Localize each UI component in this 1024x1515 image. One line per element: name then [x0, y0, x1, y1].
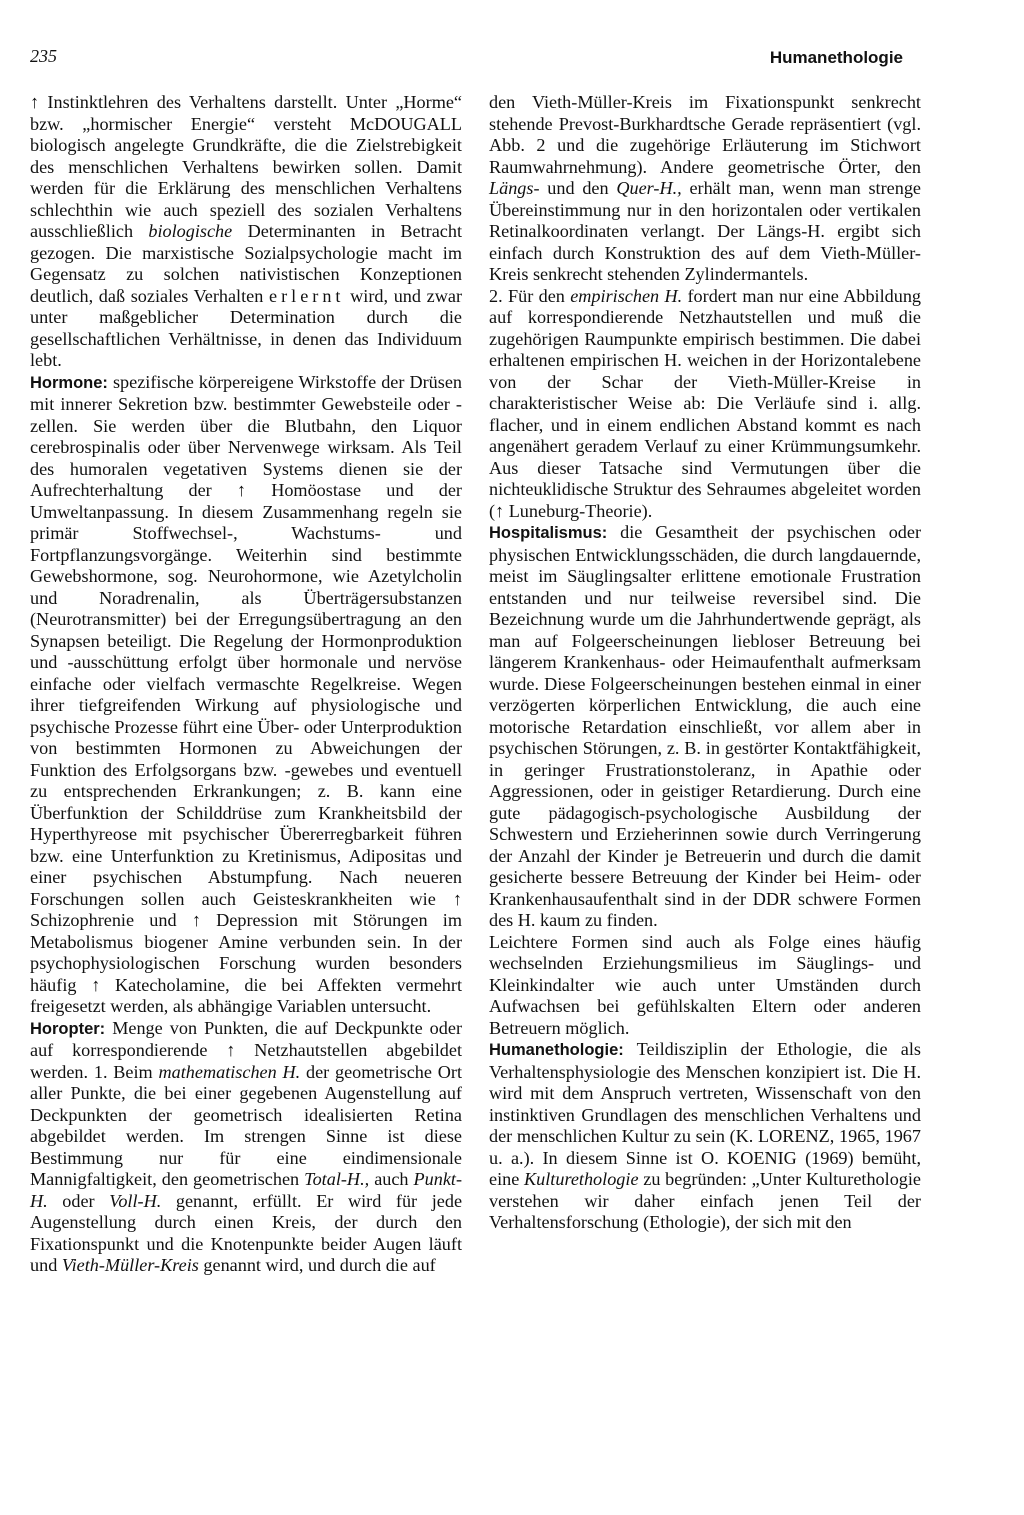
paragraph-empirical-horopter: 2. Für den empirischen H. fordert man nur eine Abbildung auf korrespondierende Netzhautstellen und muß die zugehörigen Raumpunkte empirisch bestimmen. Die dabei erhaltenen empirischen H. weichen in der Horizontalebene von der Schar der Vieth-Müller-Kreise in charakteristischer Weise ab: Die Verläufe sind i. allg. flacher, und in einem endlichen Abstand kommt es nach angenähert geradem Verlauf zu einer Krümmungsumkehr. Aus dieser Tatsache sind Vermutungen über die nichteuklidische Struktur des Sehraumes abgeleitet worden (↑ Luneburg-Theorie). [489, 285, 922, 521]
entry-term: Hospitalismus: [489, 524, 608, 542]
entry-term: Hormone: [30, 373, 108, 392]
page-number: 235 [30, 46, 57, 66]
entry-humanethologie: Humanethologie: Teildisziplin der Ethologie, die als Verhaltensphysiologie des Menschen konzipiert ist. Die H. wird mit dem Anspruch vertreten, Wissenschaft von den instinktiven Grundlagen des menschlichen Verhaltens und der menschlichen Kultur zu sein (K. LORENZ, 1965, 1967 u. a.). In diesem Sinne ist O. KOENIG (1969) bemüht, eine Kulturethologie zu begründen: „Unter Kulturethologie verstehen wir daher einfach jenen Teil der Verhaltensforschung (Ethologie), der sich mit den [489, 1039, 922, 1232]
entry-term: Humanethologie: [489, 1041, 624, 1059]
running-head: Humanethologie [769, 48, 903, 67]
entry-term: Horopter: [30, 1019, 106, 1038]
entry-hormone: Hormone: spezifische körpereigene Wirkstoffe der Drüsen mit innerer Sekretion bzw. bestimmter Gewebsteile oder -zellen. Sie werden über die Blutbahn, den Liquor cerebrospinalis oder über Nervenwege wirksam. Als Teil des humoralen vegetativen Systems dienen sie der Aufrechterhaltung der ↑ Homöostase und der Umweltanpassung. In diesem Zusammenhang regeln sie primär Stoffwechsel-, Wachstums- und Fortpflanzungsvorgänge. Weiterhin sind bestimmte Gewebshormone, sog. Neurohormone, wie Azetylcholin und Noradrenalin, als Überträgersubstanzen (Neurotransmitter) bei der Erregungsübertragung an den Synapsen beteiligt. Die Regelung der Hormonproduktion und -ausschüttung erfolgt über hormonale und nervöse einfache oder vielfach vermaschte Regelkreise. Wegen ihrer tiefgreifenden Wirkung auf physiologische und psychische Prozesse führt eine Über- oder Unterproduktion von bestimmten Hormonen zu Abweichungen der Funktion des Erfolgsorgans bzw. -gewebes und eventuell zu entsprechenden Erkrankungen; z. B. kann eine Überfunktion der Schilddrüse zum Krankheitsbild der Hyperthyreose mit psychischer Übererregbarkeit führen bzw. eine Unterfunktion zu Kretinismus, Adipositas und einer psychischen Abstumpfung. Nach neueren Forschungen sollen auch Geisteskrankheiten wie ↑ Schizophrenie und ↑ Depression mit Störungen im Metabolismus biogener Amine verbunden sein. In der psychophysiologischen Forschung wurden besonders häufig ↑ Katecholamine, die bei Affekten vermehrt freigesetzt werden, als abhängige Variablen untersucht. [30, 371, 462, 1016]
entry-horopter: Horopter: Menge von Punkten, die auf Deckpunkte oder auf korrespondierende ↑ Netzhautstellen abgebildet werden. 1. Beim mathematischen H. der geometrische Ort aller Punkte, die bei einer gegebenen Augenstellung auf Deckpunkten der geometrisch idealisierten Retina abgebildet werden. Im strengen Sinne ist diese Bestimmung nur für eine eindimensionale Mannigfaltigkeit, den geometrischen Total-H., auch Punkt-H. oder Voll-H. genannt, erfüllt. Er wird für jede Augenstellung durch einen Kreis, der durch den Fixationspunkt und die Knotenpunkte beider Augen läuft und Vieth-Müller-Kreis genannt wird, und durch die auf [30, 1017, 463, 1275]
paragraph-hospitalismus-continued: Leichtere Formen sind auch als Folge eines häufig wechselnden Erziehungsmilieus im Säuglings- und Kleinkindalter wie auch unter Umständen durch Aufwachsen bei gefühlskalten Eltern oder anderen Betreuern möglich. [489, 931, 921, 1038]
paragraph-horme-continued: ↑ Instinktlehren des Verhaltens darstellt. Unter „Horme“ bzw. „hormischer Energie“ versteht McDOUGALL biologisch angelegte Grundkräfte, die die Zielstrebigkeit des menschlichen Verhaltens bewirken sollen. Damit werden für die Erklärung des menschlichen Verhaltens schlechthin wie auch speziell des sozialen Verhaltens ausschließlich biologische Determinanten in Betracht gezogen. Die marxistische Sozialpsychologie macht im Gegensatz zu solchen nativistischen Konzeptionen deutlich, daß soziales Verhalten erlernt wird, und zwar unter maßgeblicher Determination durch die gesellschaftlichen Verhältnisse, in denen das Individuum lebt. [30, 92, 463, 370]
left-column [30, 92, 462, 1277]
right-column [489, 92, 921, 1234]
paragraph-horopter-continued: den Vieth-Müller-Kreis im Fixationspunkt senkrecht stehende Prevost-Burkhardtsche Gerade repräsentiert (vgl. Abb. 2 und die zugehörige Erläuterung im Stichwort Raumwahrnehmung). Andere geometrische Örter, den Längs- und den Quer-H., erhält man, wenn man strenge Übereinstimmung nur in den horizontalen oder vertikalen Retinalkoordinaten verlangt. Der Längs-H. ergibt sich einfach durch Konstruktion des auf dem Vieth-Müller-Kreis senkrecht stehenden Zylindermantels. [489, 92, 921, 284]
entry-hospitalismus: Hospitalismus: die Gesamtheit der psychischen oder physischen Entwicklungsschäden, die durch langdauernde, meist im Säuglingsalter erlittene emotionale Frustration entstanden und nur teilweise reversibel sind. Die Bezeichnung wurde um die Jahrhundertwende geprägt, als man auf Folgeerscheinungen liebloser Betreuung bei längerem Krankenhaus- oder Heimaufenthalt aufmerksam wurde. Diese Folgeerscheinungen bestehen einmal in einer verzögerten körperlichen Entwicklung, die auch eine motorische Retardation einschließt, vor allem aber in psychischen Störungen, z. B. in gestörter Kontaktfähigkeit, in geringer Frustrationstoleranz, in Apathie oder Aggressionen, oder in geistiger Retardierung. Durch eine gute pädagogisch-psychologische Ausbildung der Schwestern und Erzieherinnen sowie durch Verringerung der Anzahl der Kinder je Betreuerin und durch die damit gesicherte bessere Betreuung der Kinder bei Heim- oder Krankenhausaufenthalt sind in der DDR schwere Formen des H. kaum zu finden. [489, 522, 922, 930]
